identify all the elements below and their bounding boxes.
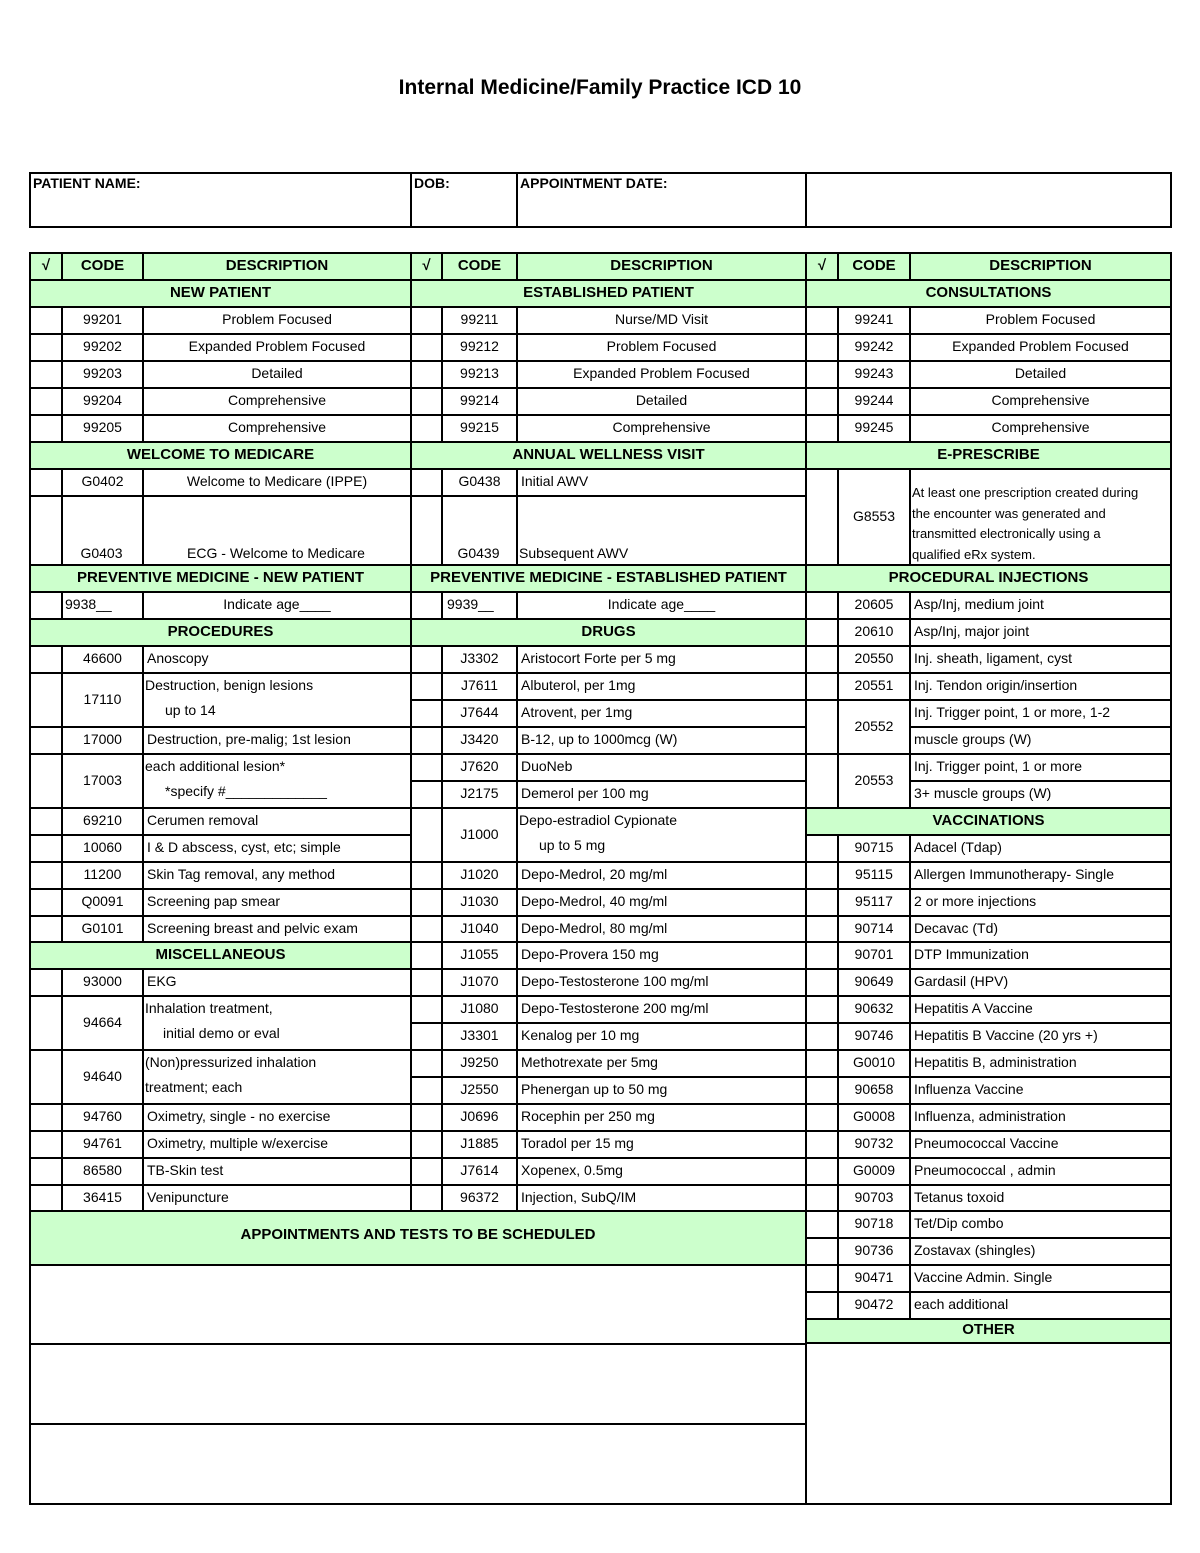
code-cell: 10060 xyxy=(61,834,144,863)
code-cell: J1080 xyxy=(441,995,518,1024)
check-column-header: √ xyxy=(29,252,63,281)
page-title: Internal Medicine/Family Practice ICD 10 xyxy=(398,76,802,99)
code-cell: J9250 xyxy=(441,1049,518,1078)
description-cell: Problem Focused xyxy=(516,333,807,362)
description-cell: Phenergan up to 50 mg xyxy=(516,1076,807,1105)
description-cell: Decavac (Td) xyxy=(909,915,1172,943)
checkbox[interactable] xyxy=(410,360,443,389)
annual-wellness-header: ANNUAL WELLNESS VISIT xyxy=(410,441,807,470)
code-cell: J7644 xyxy=(441,699,518,728)
checkbox[interactable] xyxy=(29,495,63,566)
description-cell: Albuterol, per 1mg xyxy=(516,672,807,701)
description-cell: Expanded Problem Focused xyxy=(909,333,1172,362)
description-cell: Screening pap smear xyxy=(142,888,412,917)
description-cell: Depo-Medrol, 80 mg/ml xyxy=(516,915,807,943)
checkbox[interactable] xyxy=(410,753,443,782)
description-cell: Asp/Inj, medium joint xyxy=(909,591,1172,620)
checkbox[interactable] xyxy=(29,468,63,497)
code-cell: 20610 xyxy=(837,618,911,647)
appointments-notes-area[interactable] xyxy=(29,1343,807,1425)
code-cell: 99214 xyxy=(441,387,518,416)
checkbox[interactable] xyxy=(410,968,443,997)
appointments-header: APPOINTMENTS AND TESTS TO BE SCHEDULED xyxy=(29,1210,807,1266)
checkbox[interactable] xyxy=(29,306,63,335)
description-cell: Detailed xyxy=(909,360,1172,389)
code-cell: 90649 xyxy=(837,968,911,997)
code-cell: J1070 xyxy=(441,968,518,997)
description-line: Destruction, benign lesions xyxy=(145,677,314,693)
description-cell: Comprehensive xyxy=(909,387,1172,416)
description-cell: Injection, SubQ/IM xyxy=(516,1184,807,1212)
checkbox[interactable] xyxy=(410,726,443,755)
vaccinations-header: VACCINATIONS xyxy=(805,807,1172,836)
checkbox[interactable] xyxy=(410,591,443,620)
description-cell: Toradol per 15 mg xyxy=(516,1130,807,1159)
patient-name-label: PATIENT NAME: xyxy=(33,175,141,191)
code-cell: 99243 xyxy=(837,360,911,389)
new-patient-header: NEW PATIENT xyxy=(29,279,412,308)
code-cell: 90736 xyxy=(837,1237,911,1266)
description-cell: Oximetry, multiple w/exercise xyxy=(142,1130,412,1159)
description-column-header: DESCRIPTION xyxy=(142,252,412,281)
checkbox[interactable] xyxy=(805,1210,839,1239)
checkbox[interactable] xyxy=(410,1076,443,1105)
description-cell: Depo-Medrol, 40 mg/ml xyxy=(516,888,807,917)
checkbox[interactable] xyxy=(29,333,63,362)
code-cell: 90658 xyxy=(837,1076,911,1105)
description-cell: DTP Immunization xyxy=(909,941,1172,970)
checkbox[interactable] xyxy=(29,645,63,674)
checkbox[interactable] xyxy=(410,306,443,335)
description-cell: Oximetry, single - no exercise xyxy=(142,1103,412,1132)
welcome-medicare-header: WELCOME TO MEDICARE xyxy=(29,441,412,470)
checkbox[interactable] xyxy=(410,1049,443,1078)
checkbox[interactable] xyxy=(805,834,839,863)
code-cell: J1040 xyxy=(441,915,518,943)
checkbox[interactable] xyxy=(805,968,839,997)
checkbox[interactable] xyxy=(29,360,63,389)
established-patient-header: ESTABLISHED PATIENT xyxy=(410,279,807,308)
description-cell: Comprehensive xyxy=(142,414,412,443)
description-line: Inhalation treatment, xyxy=(145,1000,273,1016)
code-cell: 96372 xyxy=(441,1184,518,1212)
code-cell: 99215 xyxy=(441,414,518,443)
description-cell: Inj. Tendon origin/insertion xyxy=(909,672,1172,701)
code-cell: J3420 xyxy=(441,726,518,755)
description-cell: 3+ muscle groups (W) xyxy=(909,780,1172,809)
code-cell: 94640 xyxy=(61,1049,144,1105)
code-cell: 46600 xyxy=(61,645,144,674)
code-cell: 90472 xyxy=(837,1291,911,1320)
checkbox[interactable] xyxy=(410,495,443,566)
code-cell: 90715 xyxy=(837,834,911,863)
code-cell: J1055 xyxy=(441,941,518,970)
appointments-notes-area[interactable] xyxy=(29,1423,807,1505)
description-cell: Kenalog per 10 mg xyxy=(516,1022,807,1051)
code-cell: 94761 xyxy=(61,1130,144,1159)
appointment-date-label: APPOINTMENT DATE: xyxy=(520,175,668,191)
checkbox[interactable] xyxy=(29,968,63,997)
checkbox[interactable] xyxy=(805,468,839,566)
code-cell: J2175 xyxy=(441,780,518,809)
code-cell: J7620 xyxy=(441,753,518,782)
description-cell: Tet/Dip combo xyxy=(909,1210,1172,1239)
checkbox[interactable] xyxy=(410,1103,443,1132)
checkbox[interactable] xyxy=(805,1291,839,1320)
description-cell: Welcome to Medicare (IPPE) xyxy=(142,468,412,497)
code-cell: 94760 xyxy=(61,1103,144,1132)
code-cell: 99245 xyxy=(837,414,911,443)
code-cell: J1000 xyxy=(441,807,518,863)
code-cell: 99241 xyxy=(837,306,911,335)
checkbox[interactable] xyxy=(805,360,839,389)
code-cell: 20553 xyxy=(837,753,911,809)
checkbox[interactable] xyxy=(805,1049,839,1078)
code-cell: 99204 xyxy=(61,387,144,416)
description-cell: Expanded Problem Focused xyxy=(516,360,807,389)
description-cell: Cerumen removal xyxy=(142,807,412,836)
code-cell: Q0091 xyxy=(61,888,144,917)
code-cell: 20551 xyxy=(837,672,911,701)
appointments-notes-area[interactable] xyxy=(29,1264,807,1345)
code-cell: 90746 xyxy=(837,1022,911,1051)
code-cell: 90718 xyxy=(837,1210,911,1239)
description-cell: Destruction, pre-malig; 1st lesion xyxy=(142,726,412,755)
code-cell: 99201 xyxy=(61,306,144,335)
code-cell: 17000 xyxy=(61,726,144,755)
checkbox[interactable] xyxy=(805,672,839,701)
code-cell: 20550 xyxy=(837,645,911,674)
code-cell: J3302 xyxy=(441,645,518,674)
description-cell: Vaccine Admin. Single xyxy=(909,1264,1172,1293)
code-cell: 17110 xyxy=(61,672,144,728)
checkbox[interactable] xyxy=(805,888,839,917)
description-cell: Screening breast and pelvic exam xyxy=(142,915,412,943)
checkbox[interactable] xyxy=(805,645,839,674)
e-prescribe-header: E-PRESCRIBE xyxy=(805,441,1172,470)
description-cell: Hepatitis A Vaccine xyxy=(909,995,1172,1024)
description-cell: Comprehensive xyxy=(909,414,1172,443)
description-cell: Demerol per 100 mg xyxy=(516,780,807,809)
checkbox[interactable] xyxy=(29,888,63,917)
description-cell: Anoscopy xyxy=(142,645,412,674)
code-cell: J7611 xyxy=(441,672,518,701)
code-cell: J1885 xyxy=(441,1130,518,1159)
check-column-header: √ xyxy=(805,252,839,281)
code-cell: 94664 xyxy=(61,995,144,1051)
checkbox[interactable] xyxy=(410,645,443,674)
description-line: treatment; each xyxy=(145,1079,243,1095)
description-cell: muscle groups (W) xyxy=(909,726,1172,755)
description-cell: Inj. Trigger point, 1 or more xyxy=(909,753,1172,782)
description-cell: Problem Focused xyxy=(142,306,412,335)
code-cell: 99242 xyxy=(837,333,911,362)
checkbox[interactable] xyxy=(410,888,443,917)
description-cell: Hepatitis B, administration xyxy=(909,1049,1172,1078)
description-line: initial demo or eval xyxy=(163,1025,280,1041)
description-cell: Skin Tag removal, any method xyxy=(142,861,412,890)
code-cell: 11200 xyxy=(61,861,144,890)
code-cell: G8553 xyxy=(837,468,911,566)
checkbox[interactable] xyxy=(805,1130,839,1159)
description-cell: Venipuncture xyxy=(142,1184,412,1212)
description-line: qualified eRx system. xyxy=(912,546,1036,562)
checkbox[interactable] xyxy=(410,1184,443,1212)
checkbox[interactable] xyxy=(410,672,443,701)
description-column-header: DESCRIPTION xyxy=(516,252,807,281)
checkbox[interactable] xyxy=(410,699,443,728)
description-cell: DuoNeb xyxy=(516,753,807,782)
description-cell: Nurse/MD Visit xyxy=(516,306,807,335)
checkbox[interactable] xyxy=(805,1237,839,1266)
description-cell: Atrovent, per 1mg xyxy=(516,699,807,728)
description-cell: I & D abscess, cyst, etc; simple xyxy=(142,834,412,863)
checkbox[interactable] xyxy=(805,861,839,890)
checkbox[interactable] xyxy=(805,699,839,755)
checkbox[interactable] xyxy=(805,753,839,809)
checkbox[interactable] xyxy=(410,941,443,970)
checkbox[interactable] xyxy=(410,995,443,1024)
description-cell: Hepatitis B Vaccine (20 yrs +) xyxy=(909,1022,1172,1051)
code-cell: 99244 xyxy=(837,387,911,416)
code-cell: 90701 xyxy=(837,941,911,970)
checkbox[interactable] xyxy=(410,1130,443,1159)
checkbox[interactable] xyxy=(805,618,839,647)
checkbox[interactable] xyxy=(29,834,63,863)
description-cell: Depo-Testosterone 200 mg/ml xyxy=(516,995,807,1024)
description-line: transmitted electronically using a xyxy=(912,526,1101,541)
other-header: OTHER xyxy=(805,1318,1172,1344)
dob-label: DOB: xyxy=(414,175,450,191)
checkbox[interactable] xyxy=(410,468,443,497)
description-cell: Methotrexate per 5mg xyxy=(516,1049,807,1078)
description-cell: Comprehensive xyxy=(142,387,412,416)
code-cell: 90471 xyxy=(837,1264,911,1293)
preventive-established-header: PREVENTIVE MEDICINE - ESTABLISHED PATIENT xyxy=(410,564,807,593)
code-cell: 99205 xyxy=(61,414,144,443)
checkbox[interactable] xyxy=(29,995,63,1051)
description-cell: Initial AWV xyxy=(516,468,807,497)
description-line: up to 14 xyxy=(165,702,216,718)
checkbox[interactable] xyxy=(29,915,63,943)
code-cell: G0402 xyxy=(61,468,144,497)
other-notes-area[interactable] xyxy=(805,1342,1172,1505)
description-cell: 2 or more injections xyxy=(909,888,1172,917)
checkbox[interactable] xyxy=(805,1076,839,1105)
checkbox[interactable] xyxy=(805,1103,839,1132)
description-cell: B-12, up to 1000mcg (W) xyxy=(516,726,807,755)
description-line: Depo-estradiol Cypionate xyxy=(519,812,677,828)
code-cell: 36415 xyxy=(61,1184,144,1212)
code-column-header: CODE xyxy=(837,252,911,281)
preventive-new-header: PREVENTIVE MEDICINE - NEW PATIENT xyxy=(29,564,412,593)
code-cell: J1020 xyxy=(441,861,518,890)
checkbox[interactable] xyxy=(29,861,63,890)
code-cell: 86580 xyxy=(61,1157,144,1186)
procedural-injections-header: PROCEDURAL INJECTIONS xyxy=(805,564,1172,593)
description-cell: Comprehensive xyxy=(516,414,807,443)
checkbox[interactable] xyxy=(410,333,443,362)
checkbox[interactable] xyxy=(29,1103,63,1132)
code-cell: 99203 xyxy=(61,360,144,389)
checkbox[interactable] xyxy=(805,995,839,1024)
description-cell: TB-Skin test xyxy=(142,1157,412,1186)
description-cell: Indicate age____ xyxy=(142,591,412,620)
description-cell: Asp/Inj, major joint xyxy=(909,618,1172,647)
description-cell: Allergen Immunotherapy- Single xyxy=(909,861,1172,890)
code-cell: J1030 xyxy=(441,888,518,917)
code-cell: 95115 xyxy=(837,861,911,890)
miscellaneous-header: MISCELLANEOUS xyxy=(29,941,412,970)
checkbox[interactable] xyxy=(410,915,443,943)
description-line: each additional lesion* xyxy=(145,758,286,774)
checkbox[interactable] xyxy=(29,807,63,836)
checkbox[interactable] xyxy=(29,672,63,728)
checkbox[interactable] xyxy=(29,726,63,755)
checkbox[interactable] xyxy=(29,753,63,809)
code-cell: 93000 xyxy=(61,968,144,997)
checkbox[interactable] xyxy=(29,387,63,416)
checkbox[interactable] xyxy=(410,1022,443,1051)
description-cell: Influenza, administration xyxy=(909,1103,1172,1132)
checkbox[interactable] xyxy=(805,414,839,443)
description-cell: EKG xyxy=(142,968,412,997)
code-cell: G0009 xyxy=(837,1157,911,1186)
checkbox[interactable] xyxy=(410,780,443,809)
description-cell: Depo-Provera 150 mg xyxy=(516,941,807,970)
checkbox[interactable] xyxy=(805,306,839,335)
description-cell: Expanded Problem Focused xyxy=(142,333,412,362)
description-line: (Non)pressurized inhalation xyxy=(145,1054,317,1070)
checkbox[interactable] xyxy=(410,387,443,416)
code-cell: 20552 xyxy=(837,699,911,755)
description-cell: Zostavax (shingles) xyxy=(909,1237,1172,1266)
code-cell: 99212 xyxy=(441,333,518,362)
checkbox[interactable] xyxy=(29,1049,63,1105)
code-cell: 69210 xyxy=(61,807,144,836)
checkbox[interactable] xyxy=(805,333,839,362)
description-cell: Detailed xyxy=(516,387,807,416)
code-cell: 17003 xyxy=(61,753,144,809)
description-line: the encounter was generated and xyxy=(912,505,1106,521)
checkbox[interactable] xyxy=(410,807,443,863)
description-line: up to 5 mg xyxy=(539,837,606,853)
code-cell: 90703 xyxy=(837,1184,911,1212)
checkbox[interactable] xyxy=(805,1184,839,1212)
description-cell: Indicate age____ xyxy=(516,591,807,620)
description-column-header: DESCRIPTION xyxy=(909,252,1172,281)
description-cell: Tetanus toxoid xyxy=(909,1184,1172,1212)
description-cell: Rocephin per 250 mg xyxy=(516,1103,807,1132)
checkbox[interactable] xyxy=(805,941,839,970)
checkbox[interactable] xyxy=(805,1157,839,1186)
description-line: *specify #_____________ xyxy=(165,783,327,799)
checkbox[interactable] xyxy=(29,591,63,620)
code-cell: 99202 xyxy=(61,333,144,362)
code-text: G0439 xyxy=(457,545,500,561)
checkbox[interactable] xyxy=(29,1184,63,1212)
checkbox[interactable] xyxy=(410,1157,443,1186)
consultations-header: CONSULTATIONS xyxy=(805,279,1172,308)
code-cell: 90632 xyxy=(837,995,911,1024)
check-column-header: √ xyxy=(410,252,443,281)
code-cell: 90714 xyxy=(837,915,911,943)
code-cell: 95117 xyxy=(837,888,911,917)
checkbox[interactable] xyxy=(410,861,443,890)
code-cell: G0010 xyxy=(837,1049,911,1078)
description-text: Subsequent AWV xyxy=(519,545,629,561)
code-cell: 9938__ xyxy=(61,591,144,620)
checkbox[interactable] xyxy=(29,414,63,443)
description-cell: Pneumococcal , admin xyxy=(909,1157,1172,1186)
checkbox[interactable] xyxy=(805,1022,839,1051)
description-cell: Aristocort Forte per 5 mg xyxy=(516,645,807,674)
checkbox[interactable] xyxy=(29,1130,63,1159)
code-column-header: CODE xyxy=(441,252,518,281)
description-cell: Inj. sheath, ligament, cyst xyxy=(909,645,1172,674)
description-cell: Xopenex, 0.5mg xyxy=(516,1157,807,1186)
description-cell: Pneumococcal Vaccine xyxy=(909,1130,1172,1159)
code-cell: 20605 xyxy=(837,591,911,620)
checkbox[interactable] xyxy=(805,387,839,416)
checkbox[interactable] xyxy=(805,591,839,620)
code-cell: 9939__ xyxy=(441,591,518,620)
code-cell: G0008 xyxy=(837,1103,911,1132)
description-cell: Detailed xyxy=(142,360,412,389)
code-cell: J3301 xyxy=(441,1022,518,1051)
description-cell: Depo-Medrol, 20 mg/ml xyxy=(516,861,807,890)
code-text: G0403 xyxy=(80,545,123,561)
procedures-header: PROCEDURES xyxy=(29,618,412,647)
description-cell: Influenza Vaccine xyxy=(909,1076,1172,1105)
code-cell: G0101 xyxy=(61,915,144,943)
checkbox[interactable] xyxy=(805,1264,839,1293)
checkbox[interactable] xyxy=(410,414,443,443)
description-cell: Problem Focused xyxy=(909,306,1172,335)
code-cell: 99213 xyxy=(441,360,518,389)
checkbox[interactable] xyxy=(805,915,839,943)
description-cell: Inj. Trigger point, 1 or more, 1-2 xyxy=(909,699,1172,728)
code-cell: 90732 xyxy=(837,1130,911,1159)
code-cell: G0438 xyxy=(441,468,518,497)
code-cell: J2550 xyxy=(441,1076,518,1105)
description-cell: Gardasil (HPV) xyxy=(909,968,1172,997)
description-line: At least one prescription created during xyxy=(912,485,1139,500)
description-text: ECG - Welcome to Medicare xyxy=(187,545,365,561)
description-cell: Adacel (Tdap) xyxy=(909,834,1172,863)
description-cell: Depo-Testosterone 100 mg/ml xyxy=(516,968,807,997)
checkbox[interactable] xyxy=(29,1157,63,1186)
code-cell: J7614 xyxy=(441,1157,518,1186)
description-cell: each additional xyxy=(909,1291,1172,1320)
drugs-header: DRUGS xyxy=(410,618,807,647)
code-cell: J0696 xyxy=(441,1103,518,1132)
code-cell: 99211 xyxy=(441,306,518,335)
code-column-header: CODE xyxy=(61,252,144,281)
header-blank-field[interactable] xyxy=(805,172,1172,228)
